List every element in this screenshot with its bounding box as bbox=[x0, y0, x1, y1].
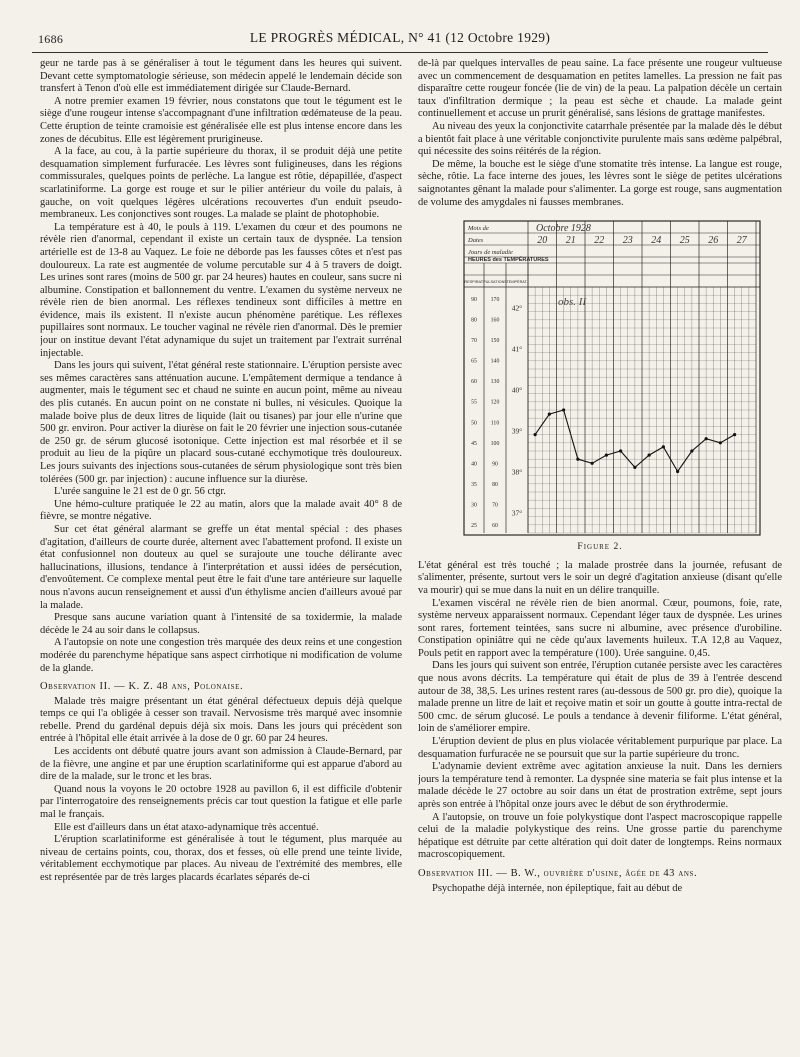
date-label: 23 bbox=[622, 235, 633, 247]
pulse-tick: 90 bbox=[492, 461, 498, 468]
page-number: 1686 bbox=[38, 32, 64, 46]
pulse-tick: 60 bbox=[492, 523, 498, 530]
date-label: 21 bbox=[565, 235, 576, 247]
temperature-tick: 40° bbox=[511, 385, 523, 395]
temperature-point bbox=[591, 462, 594, 465]
paragraph: de-là par quelques intervalles de peau saine. La face présente une rougeur vultueuse avec un commencement de desquamation en petites lamelles. La pression ne fait pas disparaître cette rougeur foncée (lie de vin) de la peau. La palpation décèle un certain taux d'infiltration dermique ; la peau est sèche et chaude. La malade geint continuellement et accuse un prurit généralisé, sans lésions de grattage manifestes. bbox=[418, 58, 782, 120]
header-row-label: Mois de bbox=[468, 225, 489, 233]
temperature-point bbox=[548, 413, 551, 416]
paragraph: Quand nous la voyons le 20 octobre 1928 au pavillon 6, il est difficile d'obtenir par l'interrogatoire des renseignements précis car tout question la fatigue et elle parle mal le français. bbox=[40, 783, 402, 821]
header-row-label: Jours de maladie bbox=[468, 249, 513, 257]
handwritten-annotation: obs. II bbox=[558, 296, 587, 309]
temperature-point bbox=[605, 454, 608, 457]
respiration-tick: 40 bbox=[471, 461, 477, 468]
paragraph: La température est à 40, le pouls à 119. L'examen du cœur et des poumons ne révèle rien d'anormal, cependant il existe un certain taux de dyspnée. La tension artérielle est de 13-8 au Vaquez. Le foie ne déborde pas les fausses côtes et n'est pas douloureux. La rate est augmentée de volume percutable sur 4 à 5 travers de doigt. Les urines sont rares (moins de 500 gr. par 24 heures) hautes en couleur, sans sucre ni albumine. Constipation et ballonnement du ventre. L'examen du système nerveux ne révèle rien de bien anormal. Les réflexes tendineux sont difficiles à mettre en évidence, mais ils existent. Il n'existe aucun phénomène parétique. Les réflexes pupillaires sont normaux. Le toucher vaginal ne révèle rien d'anormal. Dès le premier jour on institue devant l'état adynamique du sujet un traitement par l'extrait surrénal injectable. bbox=[40, 221, 402, 359]
temperature-point bbox=[534, 433, 537, 436]
temperature-tick: 39° bbox=[511, 426, 523, 436]
temperature-tick: 37° bbox=[511, 508, 523, 518]
paragraph: Psychopathe déjà internée, non épileptique, fait au début de bbox=[432, 882, 683, 894]
paragraph: Au niveau des yeux la conjonctivite catarrhale présentée par la malade dès le début a bientôt fait place à une véritable conjonctivite purulente mais sans œdème palpébral, qui nécessite des soins réitérés de la région. bbox=[418, 120, 782, 158]
temperature-point bbox=[662, 445, 665, 448]
observation-heading: Observation II. — K. Z. 48 ans, Polonaise. bbox=[40, 681, 244, 693]
date-label: 22 bbox=[594, 235, 605, 247]
pulse-tick: 130 bbox=[490, 379, 500, 386]
month-annotation: Octobre 1928 bbox=[536, 223, 591, 235]
paragraph: A l'autopsie, on trouve un foie polykystique dont l'aspect macroscopique rappelle celui de la maladie polykystique des reins. Une grosse partie du parenchyme hépatique est détruite par cette altération qui doit dater de longtemps. Reins normaux macroscopiquement. bbox=[418, 811, 782, 861]
paragraph: Les accidents ont débuté quatre jours avant son admission à Claude-Bernard, par de la fièvre, une angine et par une éruption scarlatiniforme qui est apparue d'abord au dire de la malade, sur le tronc et les bras. bbox=[40, 746, 402, 783]
paragraph: L'état général est très touché ; la malade prostrée dans la journée, refusant de s'alimenter, présente, surtout vers le soir un degré d'agitation anxieuse (disant qu'elle va mourir) qui se mue dans la nuit en un délire tranquille. bbox=[418, 559, 782, 596]
temperature-point bbox=[633, 466, 636, 469]
pulse-tick: 80 bbox=[492, 482, 498, 489]
paragraph: Une hémo-culture pratiquée le 22 au matin, alors que la malade avait 40° 8 de fièvre, se montre négative. bbox=[40, 498, 402, 523]
paragraph: Presque sans aucune variation quant à l'intensité de sa toxidermie, la malade décède le 24 au soir dans le collapsus. bbox=[40, 612, 402, 636]
respiration-tick: 45 bbox=[471, 440, 477, 447]
temperature-point bbox=[733, 433, 736, 436]
temperature-point bbox=[690, 450, 693, 453]
temperature-point bbox=[676, 470, 679, 473]
paragraph: L'adynamie devient extrême avec agitation anxieuse la nuit. Dans les derniers jours la température tend à remonter. La dyspnée sine materia se fait plus intense et la malade décède le 27 octobre au soir dans un état de prostration extrême, sept jours après son entrée à l'hôpital onze jours avec le début de son érythrodermie. bbox=[418, 761, 782, 810]
paragraph: L'urée sanguine le 21 est de 0 gr. 56 ctgr. bbox=[54, 486, 226, 498]
observation-heading: Observation III. — B. W., ouvrière d'usine, âgée de 43 ans. bbox=[418, 867, 698, 879]
journal-title: LE PROGRÈS MÉDICAL, N° 41 (12 Octobre 1929) bbox=[249, 30, 551, 45]
header-rule bbox=[32, 52, 768, 53]
pulse-tick: 70 bbox=[492, 502, 498, 509]
paragraph: geur ne tarde pas à se généraliser à tout le tégument dans les heures qui suivent. Devant cette symptomatologie sérieuse, son médecin appelé le lendemain décide son transfert à Tenon d'où elle est immédiatement dirigée sur Claude-Bernard. bbox=[40, 58, 402, 95]
temperature-point bbox=[705, 437, 708, 440]
date-label: 24 bbox=[651, 235, 662, 247]
temperature-tick: 38° bbox=[511, 467, 523, 477]
scale-column-header: RESPIRAT. bbox=[464, 280, 484, 285]
temperature-chart bbox=[462, 217, 762, 537]
respiration-tick: 80 bbox=[471, 317, 477, 324]
temperature-point bbox=[562, 409, 565, 412]
paragraph: L'éruption scarlatiniforme est généralisée à tout le tégument, plus marquée au niveau de certains points, cou, thorax, dos et fesses, où elle prend une teinte livide, véritablement ecchymotique par places. Au niveau de l'extrémité des membres, elle est représentée par de très larges placards écarlates séparés de-ci bbox=[40, 834, 402, 883]
pulse-tick: 170 bbox=[490, 297, 500, 304]
date-label: 25 bbox=[679, 235, 690, 247]
paragraph: Malade très maigre présentant un état général défectueux depuis déjà quelque temps ce qui l'a obligée à cesser son travail. Nervosisme très marqué avec insomnie rebelle. Prend du gardénal depuis déjà six mois. Dans les jours qui précèdent son entrée à l'hôpital elle était arrivée à la dose de 0 gr. 60 par 24 heures. bbox=[40, 695, 402, 745]
temperature-tick: 41° bbox=[511, 344, 523, 354]
pulse-tick: 150 bbox=[490, 338, 500, 345]
temperature-point bbox=[576, 458, 579, 461]
date-label: 27 bbox=[736, 235, 747, 247]
respiration-tick: 30 bbox=[471, 502, 477, 509]
pulse-tick: 120 bbox=[490, 399, 500, 406]
temperature-tick: 42° bbox=[511, 303, 523, 313]
temperature-chart-svg bbox=[462, 217, 762, 537]
paragraph: Sur cet état général alarmant se greffe un état mental spécial : des phases d'agitation, d'ailleurs de courte durée, alternent avec l'abattement profond. Il existe un état confusionnel non douteux au quel se surajoute une touche délirante avec hallucinations, illusions, tendance à l'interprétation et aussi idées de persécution, d'envoûtement. Ce complexe mental peut être le fait d'une tare antérieure sur laquelle nous n'avons aucun renseignement et aussi d'un éthylisme ancien d'ailleurs avoué par la malade. bbox=[40, 523, 402, 611]
respiration-tick: 50 bbox=[471, 420, 477, 427]
scale-column-header: TEMPÉRAT. bbox=[506, 280, 528, 285]
temperature-point bbox=[619, 450, 622, 453]
pulse-tick: 100 bbox=[490, 440, 500, 447]
paragraph: A l'autopsie on note une congestion très marquée des deux reins et une congestion modérée du parenchyme hépatique sans aspect cirrhotique ni modification de volume de la glande. bbox=[40, 637, 402, 674]
paragraph: Dans les jours qui suivent son entrée, l'éruption cutanée persiste avec les caractères que nous avons décrits. La température qui était de plus de 39 à l'entrée descend autour de 38, 38,5. Les urines restent rares (au-dessous de 500 gr. pro die), quoique la malade prenne un litre de lait et reçoive matin et soir un goutte à goutte intra-rectal de 500 cmc. de sérum glucosé. Le pouls a tendance à devenir filiforme. L'état général, loin de s'améliorer empire. bbox=[418, 660, 782, 735]
paragraph: De même, la bouche est le siège d'une stomatite très intense. La langue est rouge, sèche, rôtie. La face interne des joues, les lèvres sont le siège de petites ulcérations saignotantes gênant la malade pour s'alimenter. La gorge est rouge, sans augmentation de volume des amygdales ni fausses membranes. bbox=[418, 158, 782, 208]
date-label: 26 bbox=[708, 235, 719, 247]
date-label: 20 bbox=[537, 235, 548, 247]
paragraph: A la face, au cou, à la partie supérieure du thorax, il se produit déjà une petite desquamation simplement furfuracée. Les lèvres sont fuligineuses, dans les régions commissurales, quelques points de perlèche. La langue est rôtie, dépapillée, d'aspect scarlatiniforme. La gorge est rouge et sur le pilier antérieur du voile du palais, à gauche, on voit quelques légères ulcérations recouvertes d'un enduit pseudo-membraneux. Les conjonctives sont rouges. La malade se plaint de photophobie. bbox=[40, 146, 402, 221]
respiration-tick: 60 bbox=[471, 379, 477, 386]
scale-column-header: PULSATIONS bbox=[483, 280, 507, 285]
paragraph: Dans les jours qui suivent, l'état général reste stationnaire. L'éruption persiste avec ses mêmes caractères sans atténuation aucune. L'empâtement dermique a tendance à augmenter, mais le tégument sec et chaud ne suinte en aucun point, même au niveau des plis cutanés. En aucun point on ne constate ni bulles, ni vésicules. Quoique la malade boive plus de deux litres de liquide (lait ou tisanes) par jour elle n'urine que 500 gr. environ. Pour activer la diurèse on fait le 20 février une injection sous-cutanée de 250 gr. de sérum glucosé isotonique. Cette injection est mal résorbée et il se produit au lieu de la piqûre un placard sous-cutané ecchymotique très douloureux. Les jours suivants des injections sous-cutanées de sérum physiologique sont très bien tolérées (500 gr. par injection) : aucune influence sur la diurèse. bbox=[40, 360, 402, 485]
respiration-tick: 65 bbox=[471, 358, 477, 365]
paragraph: L'examen viscéral ne révèle rien de bien anormal. Cœur, poumons, foie, rate, système nerveux apparaissent normaux. Cependant léger taux de dyspnée. Les urines sont rares, fortement teintées, sans sucre ni albumine, avec présence d'urobiline. Constipation opiniâtre qui ne cède qu'aux lavements huileux. T.A 12,8 au Vaquez, Pouls petit en rapport avec la température (100). Urée sanguine. 0,45. bbox=[418, 597, 782, 659]
page-header bbox=[32, 28, 768, 50]
respiration-tick: 35 bbox=[471, 482, 477, 489]
header-row-label: Dates bbox=[468, 237, 484, 245]
figure-caption: Figure 2. bbox=[577, 542, 623, 553]
respiration-tick: 55 bbox=[471, 399, 477, 406]
pulse-tick: 110 bbox=[490, 420, 500, 427]
respiration-tick: 25 bbox=[471, 523, 477, 530]
pulse-tick: 140 bbox=[490, 358, 500, 365]
chart-frame bbox=[464, 221, 760, 535]
paragraph: A notre premier examen 19 février, nous constatons que tout le tégument est le siège d'une rougeur intense s'accompagnant d'une infiltration œdémateuse de la peau. Cette éruption de teinte cramoisie est généralisée elle est plus intense encore dans les zones de décubitus. Elle est légèrement prurigineuse. bbox=[40, 95, 402, 145]
respiration-tick: 70 bbox=[471, 338, 477, 345]
right-column bbox=[418, 58, 782, 1051]
paragraph: L'éruption devient de plus en plus violacée véritablement purpurique par place. La desquamation furfuracée ne se poursuit que sur la partie supérieure du tronc. bbox=[418, 736, 782, 760]
temperature-point bbox=[648, 454, 651, 457]
left-column bbox=[40, 58, 402, 1051]
temperature-point bbox=[719, 441, 722, 444]
respiration-tick: 90 bbox=[471, 297, 477, 304]
section-title: HEURES des TEMPÉRATURES bbox=[468, 257, 549, 264]
pulse-tick: 160 bbox=[490, 317, 500, 324]
paragraph: Elle est d'ailleurs dans un état ataxo-adynamique très accentué. bbox=[54, 821, 319, 833]
